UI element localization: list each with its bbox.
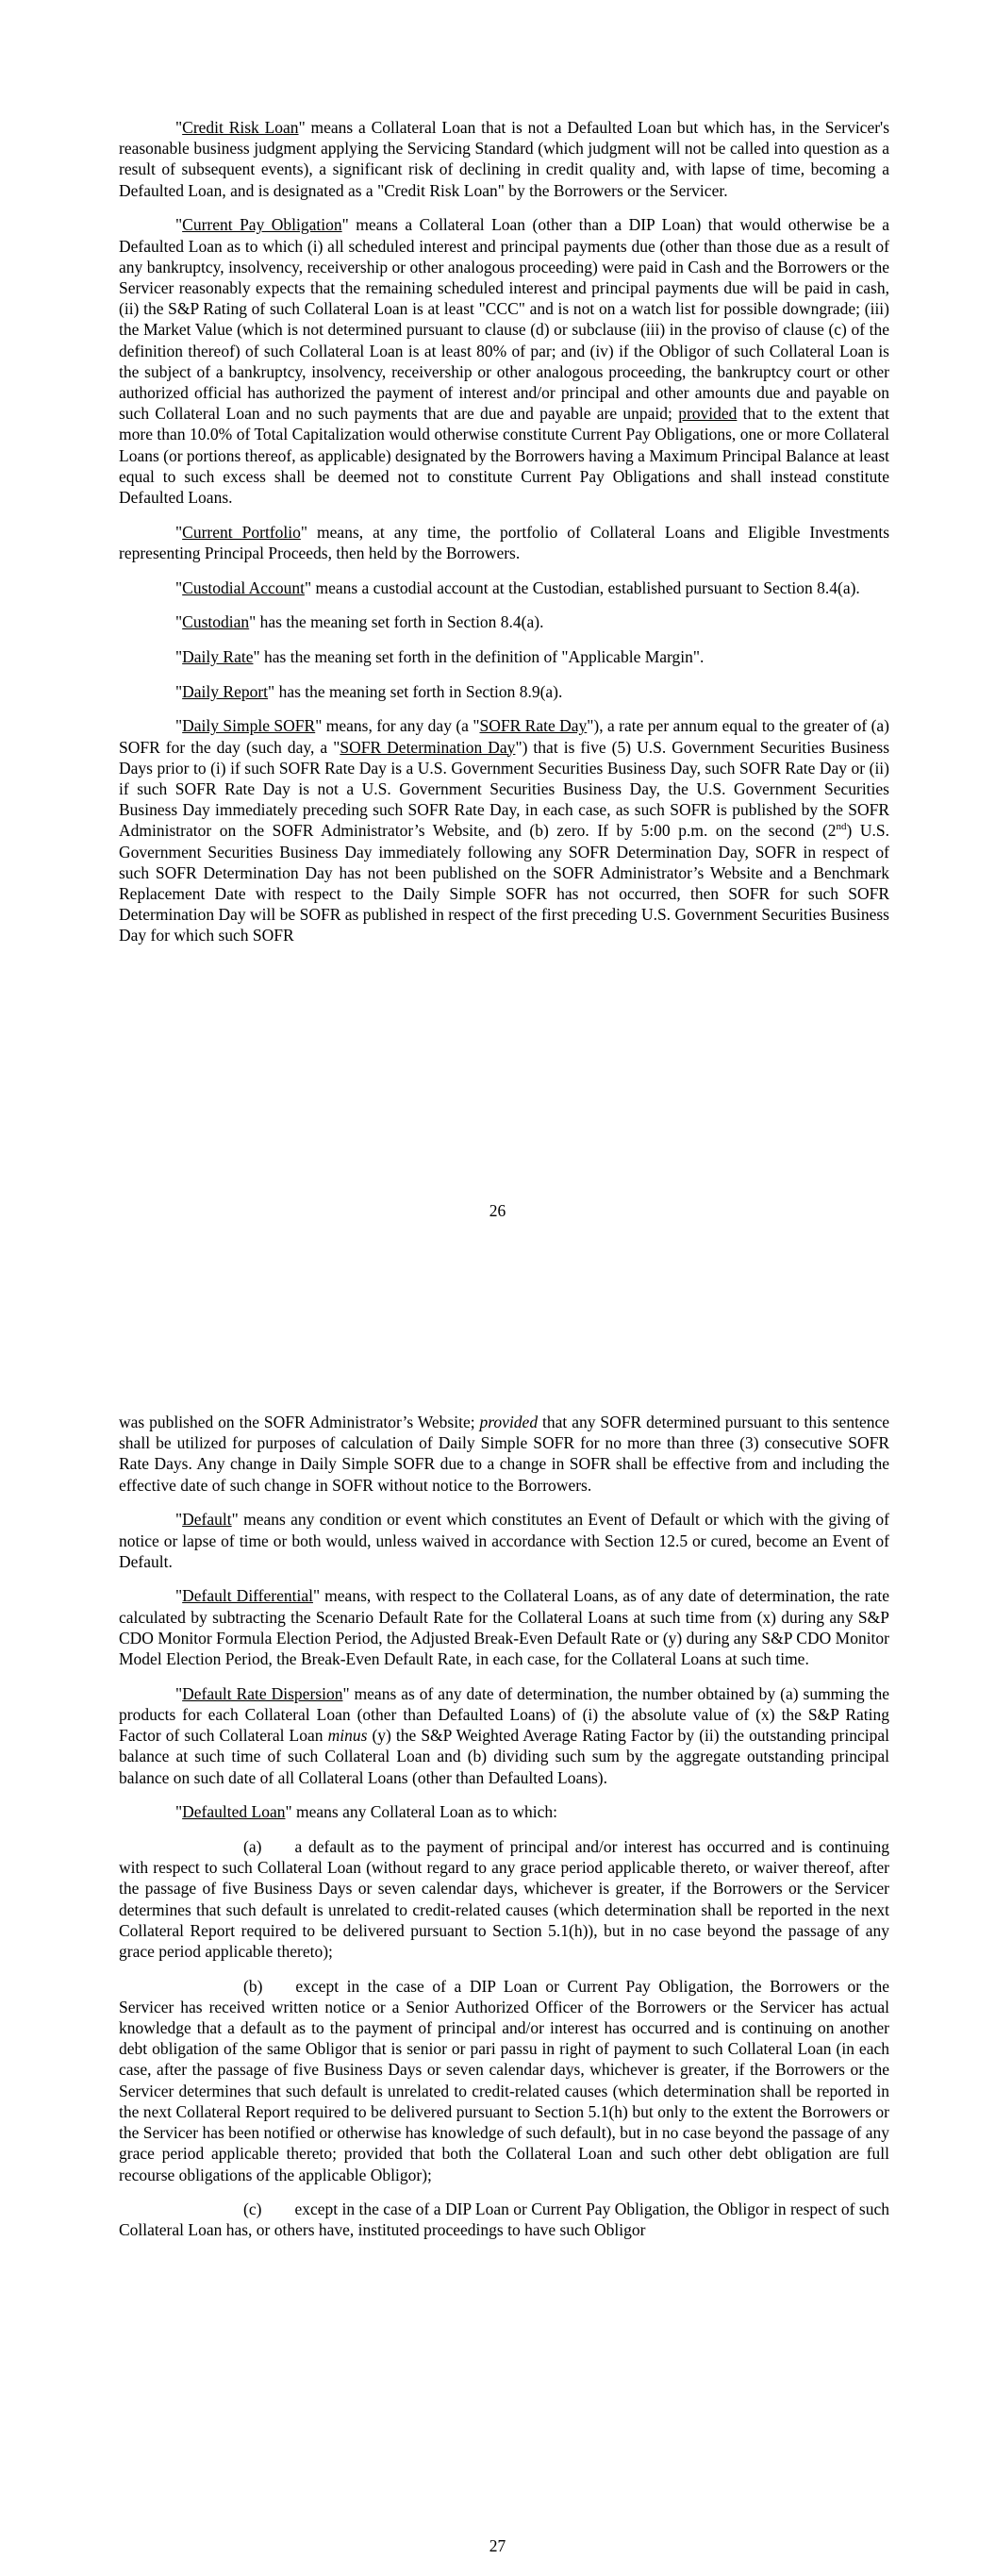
page-number: 26 [489,1201,506,1220]
continuation-paragraph [119,1412,889,1496]
definition-text: " has the meaning set forth in the definition of "Applicable Margin". [253,646,705,666]
definition-current-portfolio: "Current Portfolio" means, at any time, the portfolio of Collateral Loans and Eligible Investments representing Principal Proceeds, then held by the Borrowers. [119,522,890,562]
definition-text: that to the extent that more than 10.0% of Total Capitalization would otherwise constitute Current Pay Obligations, one or more Collateral Loans (or portions thereof, as applicable) designated by the Borrowers having a Maximum Principal Balance at least equal to such excess shall be deemed not to constitute Current Pay Obligations and shall instead constitute Defaulted Loans. [119,404,890,507]
definition-text: " means a Collateral Loan that is not a Defaulted Loan but which has, in the Servicer's reasonable business judgment applying the Servicing Standard (which judgment will not be called into question as a result of subsequent events), a significant risk of declining in credit quality and, with lapse of time, becoming a Defaulted Loan, and is designated as a "Credit Risk Loan" by the Borrowers or the Servicer. [119,118,890,200]
definition-text: " has the meaning set forth in Section 8.9(a). [268,681,563,701]
provided-term: provided [479,1413,539,1431]
clause-label: (c) [243,2200,262,2219]
definition-daily-simple-sofr: "Daily Simple SOFR" means, for any day (a "SOFR Rate Day"), a rate per annum equal to the greater of (a) SOFR for the day (such day, a "SOFR Determination Day") that is five (5) U.S. Government Securities Business Days prior to (i) if such SOFR Rate Day is a U.S. Government Securities Business Day, such SOFR Rate Day or (ii) if such SOFR Rate Day is not a U.S. Government Securities Business Day, the U.S. Government Securities Business Day immediately preceding such SOFR Rate Day, in each case, as such SOFR is published by the SOFR Administrator on the SOFR Administrator’s Website, and (b) zero. If by 5:00 p.m. on the second (2nd) U.S. Government Securities Business Day immediately following any SOFR Determination Day, SOFR in respect of such SOFR Determination Day has not been published on the SOFR Administrator’s Website and a Benchmark Replacement Date with respect to the Daily Simple SOFR has not occurred, then SOFR for such SOFR Determination Day will be SOFR as published in respect of the first preceding U.S. Government Securities Business Day for which such SOFR [119,716,890,945]
definition-text: "), a rate per annum equal to the greater of (a) SOFR for the day (such day, a " [119,716,890,757]
definition-default: "Default" means any condition or event which constitutes an Event of Default or which with the giving of notice or lapse of time or both would, unless waived in accordance with Section 12.5 or cured, become an Event of Default. [119,1510,889,1571]
defined-term: Current Pay Obligation [182,215,342,235]
defaulted-loan-clause-c [119,2199,889,2240]
clause-label: (a) [243,1836,262,1856]
definition-text: " means any condition or event which constitutes an Event of Default or which with the giving of notice or lapse of time or both would, unless waived in accordance with Section 12.5 or cured, become an Event of Default. [119,1510,889,1571]
page-number: 27 [489,2536,506,2555]
definition-text: " means a custodial account at the Custodian, established pursuant to Section 8.4(a). [304,577,860,597]
definition-default-rate-dispersion: "Default Rate Dispersion" means as of any date of determination, the number obtained by (a) summing the products for each Collateral Loan (other than Defaulted Loans) of (i) the absolute value of (x) the S&P Rating Factor of such Collateral Loan minus (y) the S&P Weighted Average Rating Factor by (ii) the outstanding principal balance at such time of such Collateral Loan and (b) dividing such sum by the aggregate outstanding principal balance on such date of all Collateral Loans (other than Defaulted Loans). [119,1683,889,1787]
definition-text: " means, with respect to the Collateral Loans, as of any date of determination, the rate calculated by subtracting the Scenario Default Rate for the Collateral Loans at such time from (x) during any S&P CDO Monitor Formula Election Period, the Adjusted Break-Even Default Rate or (y) during any S&P CDO Monitor Model Election Period, the Break-Even Default Rate, in each case, for the Collateral Loans at such time. [119,1586,889,1669]
minus-term: minus [327,1726,368,1746]
definition-text: that any SOFR determined pursuant to this sentence shall be utilized for purposes of calculation of Daily Simple SOFR for no more than three (3) consecutive SOFR Rate Days. Any change in Daily Simple SOFR due to a change in SOFR shall be effective from and including the effective date of such change in SOFR without notice to the Borrowers. [119,1413,889,1495]
defined-term: Default Rate Dispersion [182,1683,343,1703]
defined-term: SOFR Determination Day [340,737,516,757]
definition-custodian: "Custodian" has the meaning set forth in Section 8.4(a). [175,612,544,632]
defined-term: Credit Risk Loan [182,118,299,137]
defined-term: Daily Report [182,681,269,701]
definition-text: was published on the SOFR Administrator’s Website; [119,1413,480,1431]
defaulted-loan-clause-b [119,1976,889,2185]
clause-text: except in the case of a DIP Loan or Current Pay Obligation, the Obligor in respect of such Collateral Loan has, or others have, instituted proceedings to have such Obligor [119,2200,889,2240]
definition-defaulted-loan: "Defaulted Loan" means any Collateral Loan as to which: [175,1802,558,1822]
definition-text: " means, for any day (a " [315,716,480,736]
defined-term: Default [182,1510,232,1530]
page-27-body [119,1412,889,2254]
defined-term: SOFR Rate Day [479,716,588,736]
definition-default-differential: "Default Differential" means, with respect to the Collateral Loans, as of any date of determination, the rate calculated by subtracting the Scenario Default Rate for the Collateral Loans at such time from (x) during any S&P CDO Monitor Formula Election Period, the Adjusted Break-Even Default Rate or (y) during any S&P CDO Monitor Model Election Period, the Break-Even Default Rate, in each case, for the Collateral Loans at such time. [119,1586,889,1669]
definition-text: " means, at any time, the portfolio of Collateral Loans and Eligible Investments representing Principal Proceeds, then held by the Borrowers. [119,522,890,562]
definition-text: ") that is five (5) U.S. Government Securities Business Days prior to (i) if such SOFR Rate Day is a U.S. Government Securities Business Day, such SOFR Rate Day or (ii) if such SOFR Rate Day is not a U.S. Government Securities Business Day, the U.S. Government Securities Business Day immediately preceding such SOFR Rate Day, in each case, as such SOFR is published by the SOFR Administrator on the SOFR Administrator’s Website, and (b) zero. If by 5:00 p.m. on the second (2 [119,737,889,841]
page-26-body [119,117,889,960]
definition-credit-risk-loan: "Credit Risk Loan" means a Collateral Loan that is not a Defaulted Loan but which has, in the Servicer's reasonable business judgment applying the Servicing Standard (which judgment will not be called into question as a result of subsequent events), a significant risk of declining in credit quality and, with lapse of time, becoming a Defaulted Loan, and is designated as a "Credit Risk Loan" by the Borrowers or the Servicer. [119,118,890,200]
defined-term: Current Portfolio [182,522,301,542]
definition-text: " has the meaning set forth in Section 8.4(a). [249,612,544,632]
definition-daily-report: "Daily Report" has the meaning set forth in Section 8.9(a). [175,681,563,701]
defined-term: Defaulted Loan [182,1802,286,1822]
definition-text: " means a Collateral Loan (other than a DIP Loan) that would otherwise be a Defaulted Loan as to which (i) all scheduled interest and principal payments due (other than those due as a result of any bankruptcy, insolvency, receivership or other analogous proceeding) were paid in Cash and the Borrowers or the Servicer reasonably expects that the remaining scheduled interest and principal payments due will be paid in cash, (ii) the S&P Rating of such Collateral Loan is at least "CCC" and is not on a watch list for possible downgrade; (iii) the Market Value (which is not determined pursuant to clause (d) or subclause (iii) in the proviso of clause (c) of the definition thereof) of such Collateral Loan is at least 80% of par; and (iv) if the Obligor of such Collateral Loan is the subject of a bankruptcy, insolvency, receivership or other analogous proceeding, the bankruptcy court or other authorized official has authorized the payment of interest and/or principal and other amounts due and payable on such Collateral Loan and no such payments that are due and payable are unpaid; [119,215,889,424]
definition-daily-rate: "Daily Rate" has the meaning set forth in the definition of "Applicable Margin". [175,646,705,666]
page-27 [0,1288,995,2576]
defined-term: Default Differential [182,1586,313,1606]
definition-text: " means any Collateral Loan as to which: [285,1802,558,1822]
defined-term: Daily Rate [182,646,254,666]
clause-text: except in the case of a DIP Loan or Current Pay Obligation, the Borrowers or the Servicer has received written notice or a Senior Authorized Officer of the Borrowers or the Servicer has actual knowledge that a default as to the payment of principal and/or interest has occurred and is continuing on another debt obligation of the same Obligor that is senior or pari passu in right of payment to such Collateral Loan (in each case, after the passage of five Business Days or seven calendar days, whichever is greater, if the Borrowers or the Servicer determines that such default is unrelated to credit-related causes (which determination shall be reported in the next Collateral Report required to be delivered pursuant to Section 5.1(h) but only to the extent the Borrowers or the Servicer has been notified or otherwise has knowledge of such default), but in no case beyond the passage of any grace period applicable thereto; provided that both the Collateral Loan and such other debt obligation are full recourse obligations of the applicable Obligor); [119,1976,889,2184]
clause-text: a default as to the payment of principal and/or interest has occurred and is continuing with respect to such Collateral Loan (without regard to any grace period applicable thereto, or waiver thereof, after the passage of five Business Days or seven calendar days, whichever is greater, if the Borrowers or the Servicer determines that such default is unrelated to credit-related causes (which determination shall be reported in the next Collateral Report required to be delivered pursuant to Section 5.1(h)), but in no case beyond the passage of any grace period applicable thereto); [119,1836,889,1961]
definition-text: (y) the S&P Weighted Average Rating Factor by (ii) the outstanding principal balance at such time of such Collateral Loan and (b) dividing such sum by the aggregate outstanding principal balance on such date of all Collateral Loans (other than Defaulted Loans). [119,1726,889,1787]
provided-term: provided [678,404,738,424]
definition-text: ) U.S. Government Securities Business Day immediately following any SOFR Determination Day, SOFR in respect of such SOFR Determination Day has not been published on the SOFR Administrator’s Website and a Benchmark Replacement Date with respect to the Daily Simple SOFR has not occurred, then SOFR for such SOFR Determination Day will be SOFR as published in respect of the first preceding U.S. Government Securities Business Day for which such SOFR [119,821,889,945]
defined-term: Daily Simple SOFR [182,716,316,736]
defined-term: Custodian [182,612,250,632]
defaulted-loan-clause-a [119,1836,889,1962]
ordinal-suffix: nd [836,821,847,833]
defined-term: Custodial Account [182,577,305,597]
definition-text: " means as of any date of determination, the number obtained by (a) summing the products for each Collateral Loan (other than Defaulted Loans) of (i) the absolute value of (x) the S&P Rating Factor of such Collateral Loan [119,1683,889,1746]
definition-custodial-account: "Custodial Account" means a custodial account at the Custodian, established pursuant to Section 8.4(a). [175,577,860,597]
definition-current-pay-obligation: "Current Pay Obligation" means a Collateral Loan (other than a DIP Loan) that would otherwise be a Defaulted Loan as to which (i) all scheduled interest and principal payments due (other than those due as a result of any bankruptcy, insolvency, receivership or other analogous proceeding) were paid in Cash and the Borrowers or the Servicer reasonably expects that the remaining scheduled interest and principal payments due will be paid in cash, (ii) the S&P Rating of such Collateral Loan is at least "CCC" and is not on a watch list for possible downgrade; (iii) the Market Value (which is not determined pursuant to clause (d) or subclause (iii) in the proviso of clause (c) of the definition thereof) of such Collateral Loan is at least 80% of par; and (iv) if the Obligor of such Collateral Loan is the subject of a bankruptcy, insolvency, receivership or other analogous proceeding, the bankruptcy court or other authorized official has authorized the payment of interest and/or principal and other amounts due and payable on such Collateral Loan and no such payments that are due and payable are unpaid; provided that to the extent that more than 10.0% of Total Capitalization would otherwise constitute Current Pay Obligations, one or more Collateral Loans (or portions thereof, as applicable) designated by the Borrowers having a Maximum Principal Balance at least equal to such excess shall be deemed not to constitute Current Pay Obligations and shall instead constitute Defaulted Loans. [119,215,890,507]
clause-label: (b) [243,1976,263,1996]
